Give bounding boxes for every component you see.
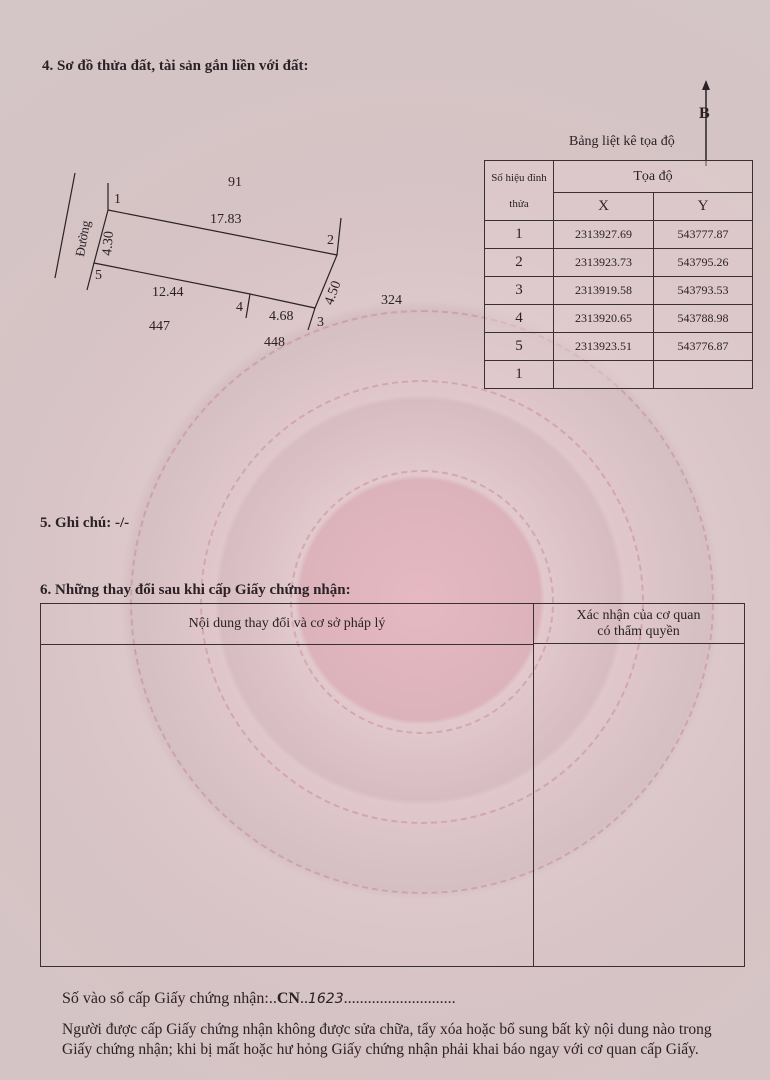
vertex-id: 1 — [485, 221, 554, 249]
header-line: có thẩm quyền — [597, 624, 680, 639]
table-row — [485, 361, 753, 389]
vertex-label: 4 — [236, 300, 243, 315]
coord-y: 543776.87 — [654, 333, 753, 361]
coord-x: 2313923.73 — [554, 249, 654, 277]
neighbor-parcel: 447 — [149, 319, 170, 334]
road-label: Đường — [72, 219, 94, 258]
header-x: X — [554, 193, 654, 221]
coord-y: 543793.53 — [654, 277, 753, 305]
edge-length: 17.83 — [210, 212, 242, 227]
coord-y — [654, 361, 753, 389]
vertex-label: 2 — [327, 233, 334, 248]
header-change-content: Nội dung thay đổi và cơ sở pháp lý — [41, 604, 534, 645]
edge-length: 4.30 — [100, 230, 118, 257]
vertex-id: 5 — [485, 333, 554, 361]
road-line — [55, 173, 75, 278]
table-row — [485, 221, 753, 249]
section-6-title: 6. Những thay đổi sau khi cấp Giấy chứng nhận: — [40, 582, 351, 598]
header-y: Y — [654, 193, 753, 221]
table-row — [485, 277, 753, 305]
vertex-label: 1 — [114, 192, 121, 207]
column-divider — [533, 644, 534, 966]
coord-y: 543795.26 — [654, 249, 753, 277]
north-arrow-icon — [696, 78, 716, 168]
registration-prefix: CN — [276, 990, 300, 1007]
vertex-id: 1 — [485, 361, 554, 389]
north-label: B — [699, 105, 710, 122]
vertex-label: 5 — [95, 268, 102, 283]
notice-line: Giấy chứng nhận; khi bị mất hoặc hư hỏng Giấy chứng nhận phải khai báo ngay với cơ quan cấp Giấy. — [62, 1041, 699, 1058]
table-row — [485, 305, 753, 333]
header-coordinates: Tọa độ — [554, 161, 753, 193]
coord-x: 2313927.69 — [554, 221, 654, 249]
changes-table — [40, 603, 745, 967]
section-4-title: 4. Sơ đồ thửa đất, tài sản gắn liền với đất: — [42, 58, 309, 74]
coord-y: 543777.87 — [654, 221, 753, 249]
coord-x: 2313920.65 — [554, 305, 654, 333]
header-authority-confirmation — [533, 604, 744, 644]
edge-length: 4.50 — [322, 278, 345, 308]
coord-x — [554, 361, 654, 389]
neighbor-parcel: 324 — [381, 293, 402, 308]
section-5-notes: 5. Ghi chú: -/- — [40, 515, 130, 531]
coord-y: 543788.98 — [654, 305, 753, 333]
edge-length: 4.68 — [269, 309, 294, 324]
coordinate-table — [484, 160, 753, 389]
registration-label: Số vào sổ cấp Giấy chứng nhận:.. — [62, 990, 277, 1007]
coord-x: 2313919.58 — [554, 277, 654, 305]
registration-number-handwritten: 1623 — [307, 991, 344, 1007]
vertex-id: 3 — [485, 277, 554, 305]
neighbor-parcel: 91 — [228, 175, 242, 190]
vertex-id: 4 — [485, 305, 554, 333]
vertex-label: 3 — [317, 315, 324, 330]
neighbor-parcel: 448 — [264, 335, 285, 350]
notice-line: Người được cấp Giấy chứng nhận không được sửa chữa, tẩy xóa hoặc bổ sung bất kỳ nội dung nào trong — [62, 1021, 712, 1038]
table-row — [485, 333, 753, 361]
edge-length: 12.44 — [152, 285, 184, 300]
vertex-id: 2 — [485, 249, 554, 277]
header-line: Xác nhận của cơ quan — [576, 608, 701, 623]
registration-number-line: Số vào sổ cấp Giấy chứng nhận:..CN..1623............................ — [62, 990, 456, 1007]
coord-x: 2313923.51 — [554, 333, 654, 361]
header-vertex-id: Số hiệu đỉnh thửa — [485, 161, 554, 221]
coord-table-caption: Bảng liệt kê tọa độ — [569, 134, 675, 149]
table-row — [485, 249, 753, 277]
